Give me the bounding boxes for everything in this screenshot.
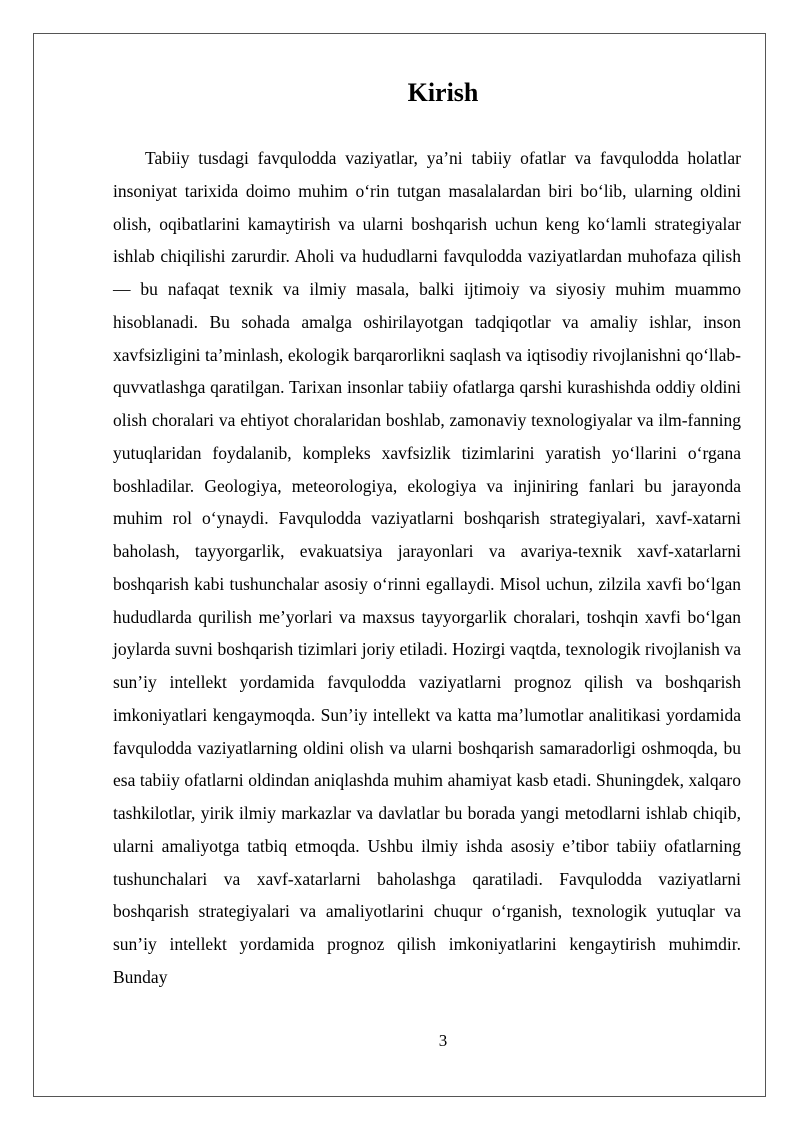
body-paragraph: Tabiiy tusdagi favqulodda vaziyatlar, ya’ni tabiiy ofatlar va favqulodda holatlar insoniyat tarixida doimo muhim o‘rin tutgan masalalardan biri bo‘lib, ularning oldini olish, oqibatlarini kamaytirish va ularni boshqarish uchun keng ko‘lamli strategiyalar ishlab chiqilishi zarurdir. Aholi va hududlarni favqulodda vaziyatlardan muhofaza qilish — bu nafaqat texnik va ilmiy masala, balki ijtimoiy va siyosiy muhim muammo hisoblanadi. Bu sohada amalga oshirilayotgan tadqiqotlar va amaliy ishlar, inson xavfsizligini ta’minlash, ekologik barqarorlikni saqlash va iqtisodiy rivojlanishni qo‘llab-quvvatlashga qaratilgan. Tarixan insonlar tabiiy ofatlarga qarshi kurashishda oddiy oldini olish choralari va ehtiyot choralaridan boshlab, zamonaviy texnologiyalar va ilm-fanning yutuqlaridan foydalanib, kompleks xavfsizlik tizimlarini yaratish yo‘llarini o‘rgana boshladilar. Geologiya, meteorologiya, ekologiya va injiniring fanlari bu jarayonda muhim rol o‘ynaydi. Favqulodda vaziyatlarni boshqarish strategiyalari, xavf-xatarni baholash, tayyorgarlik, evakuatsiya jarayonlari va avariya-texnik xavf-xatarlarni boshqarish kabi tushunchalar asosiy o‘rinni egallaydi. Misol uchun, zilzila xavfi bo‘lgan hududlarda qurilish me’yorlari va maxsus tayyorgarlik choralari, toshqin xavfi bo‘lgan joylarda suvni boshqarish tizimlari joriy etiladi. Hozirgi vaqtda, texnologik rivojlanish va sun’iy intellekt yordamida favqulodda vaziyatlarni prognoz qilish va boshqarish imkoniyatlari kengaymoqda. Sun’iy intellekt va katta ma’lumotlar analitikasi yordamida favqulodda vaziyatlarning oldini olish va ularni boshqarish samaradorligi oshmoqda, bu esa tabiiy ofatlarni oldindan aniqlashda muhim ahamiyat kasb etadi. Shuningdek, xalqaro tashkilotlar, yirik ilmiy markazlar va davlatlar bu borada yangi metodlarni ishlab chiqib, ularni amaliyotga tatbiq etmoqda. Ushbu ilmiy ishda asosiy e’tibor tabiiy ofatlarning tushunchalari va xavf-xatarlarni baholashga qaratiladi. Favqulodda vaziyatlarni boshqarish strategiyalari va amaliyotlarini chuqur o‘rganish, texnologik yutuqlar va sun’iy intellekt yordamida prognoz qilish imkoniyatlarini kengaytirish muhimdir. Bunday <box>113 148 741 987</box>
page-title: Kirish <box>407 78 479 107</box>
page-number: 3 <box>438 1031 448 1050</box>
